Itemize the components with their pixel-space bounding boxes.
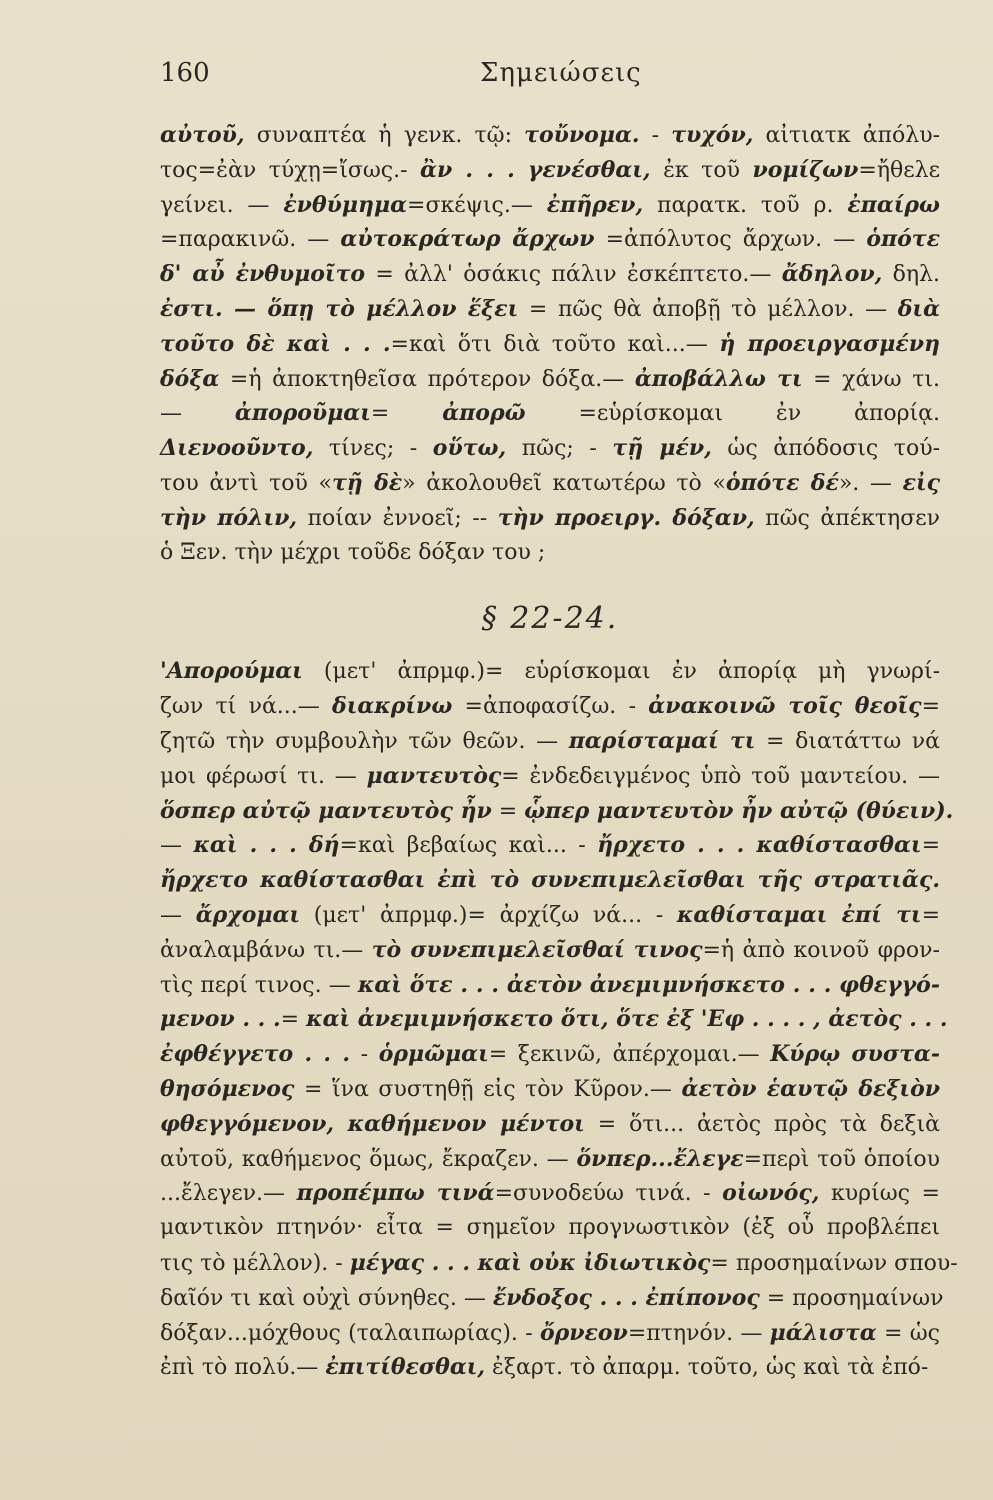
gloss-text: ζητῶ τὴν συμβουλὴν τῶν θεῶν. — [160,728,569,754]
lemma-term: τῇ δὲ [331,469,403,496]
gloss-text: = [921,902,940,928]
lemma-term: μάλιστα [769,1319,877,1346]
gloss-text: ποίαν ἐννοεῖ; -- [297,505,498,531]
lemma-term: τὴν πόλιν, [160,504,298,531]
gloss-text: = προσημαίνων σπου- [710,1250,958,1276]
text-line [160,794,954,829]
gloss-text: =ἤθελε [858,157,940,183]
page-header [160,58,940,98]
gloss-text: — [160,902,196,928]
text-line [160,466,940,501]
gloss-text: τος=ἐὰν τύχῃ=ἴσως.- [160,157,421,183]
lemma-term: ἀπορῶ [442,400,526,427]
lemma-term: μαντευτὸς [366,762,502,789]
lemma-term: ἔνδοξος . . . ἐπίπονος [492,1284,760,1311]
lemma-term: παρίσταμαί τι [568,727,756,754]
text-line [160,362,940,397]
text-line [160,828,940,863]
gloss-text: = ἐνδεδειγμένος ὑπὸ τοῦ μαντείου. — [501,763,941,789]
lemma-term: οὕτω, [432,435,507,462]
text-line [160,898,940,933]
gloss-text: =ἀποφασίζω. - [452,694,649,720]
lemma-term: τὴν προειργ. δόξαν, [497,504,755,531]
lemma-term: ὅσπερ αὐτῷ μαντευτὸς ἦν [160,797,492,824]
lemma-term: ἄρχομαι [195,901,301,928]
gloss-text: (μετ' ἀπρμφ.)= εὑρίσκομαι ἐν ἀπορίᾳ μὴ γνωρί- [302,659,940,685]
text-line [160,1002,948,1037]
gloss-text: ἐπὶ τὸ πολύ.— [160,1355,326,1381]
lemma-term: Διενοοῦντο, [160,435,314,462]
gloss-text: = [921,833,940,859]
paragraph-notes-2 [160,654,958,1385]
gloss-text: = [491,798,525,824]
text-line [160,759,940,794]
gloss-text: = [921,694,940,720]
text-line [160,1281,944,1316]
gloss-text: δόξαν...μόχθους (ταλαιπωρίας). - [160,1320,540,1346]
lemma-term: ἐφθέγγετο . . . [160,1041,351,1068]
gloss-text: (μετ' ἀπρμφ.)= ἀρχίζω νά... - [300,902,677,928]
gloss-text: ὁ Ξεν. τὴν μέχρι τοῦδε δόξαν του ; [160,539,546,565]
paragraph-gap [160,570,940,584]
text-line [160,327,940,362]
lemma-term: αὐτοκράτωρ ἄρχων [340,226,595,253]
gloss-text: =ἀπόλυτος ἄρχων. — [594,227,867,253]
lemma-term: τὸ συνεπιμελεῖσθαί τινος [371,936,703,963]
gloss-text: ἐκ τοῦ [650,157,753,183]
gloss-text: ». — [838,470,903,496]
lemma-term: ἐνθύμημα [283,191,408,218]
lemma-term: αὐτοῦ, [160,122,245,148]
gloss-text: = προσημαίνων [759,1285,944,1311]
gloss-text: =εὑρίσκομαι ἐν ἀπορίᾳ. [525,401,940,427]
lemma-term: νομίζων [752,156,859,183]
lemma-term: ὁρμῶμαι [378,1041,489,1068]
gloss-text: =ἡ ἀποκτηθεῖσα πρότερον δόξα.— [219,366,635,392]
gloss-text: ἐξαρτ. τὸ ἀπαρμ. τοῦτο, ὡς καὶ τὰ ἐπό- [485,1355,929,1381]
gloss-text: =παρακινῶ. — [160,227,341,253]
page-number: 160 [160,58,210,88]
lemma-term: μέγας . . . καὶ οὐκ ἰδιωτικὸς [349,1249,711,1276]
text-line [160,396,940,431]
gloss-text: = [280,1007,307,1033]
lemma-term: ἂν . . . γενέσθαι, [420,156,651,183]
text-line [160,536,940,571]
lemma-term: θησόμενος [160,1075,295,1102]
paragraph-notes-1 [160,118,940,570]
lemma-term: προπέμπω τινά [296,1180,495,1207]
lemma-term: εἰς [902,469,940,496]
text-line [160,431,940,466]
lemma-term: φθεγγόμενον, καθήμενον μέντοι [160,1110,585,1137]
lemma-term: ὄρνεον [539,1319,628,1346]
lemma-term: ὅνπερ...ἔλεγε [576,1145,744,1172]
text-line [160,257,940,292]
gloss-text: ...ἔλεγεν.— [160,1181,297,1207]
lemma-term: ἐπῆρεν, [546,191,644,218]
lemma-term: ᾧπερ μαντευτὸν ἦν αὐτῷ (θύειν). [524,797,954,824]
text-line [160,724,940,759]
lemma-term: ἀετὸν ἑαυτῷ δεξιὸν [681,1075,941,1102]
text-line [160,501,940,536]
lemma-term: ὁπότε [866,226,940,253]
lemma-term: ἀποροῦμαι [234,400,371,427]
text-line [160,153,940,188]
text-line [160,292,940,327]
gloss-text: = ὅτι... ἀετὸς πρὸς τὰ δεξιὰ [584,1111,940,1137]
gloss-text: συναπτέα ἡ γενκ. τῷ: [244,123,525,148]
text-line [160,1072,940,1107]
lemma-term: τοὔνομα. [524,122,640,148]
lemma-term: ἡ προειργασμένη [719,330,940,357]
text-line [160,1246,958,1281]
lemma-term: ἀνακοινῶ τοῖς θεοῖς [648,693,922,720]
gloss-text: ὡς ἀπόδοσις τού- [711,436,941,462]
gloss-text: — [160,833,194,859]
lemma-term: ἐστι. — ὅπῃ τὸ μέλλον ἕξει [160,295,519,322]
gloss-text: δηλ. [882,262,940,288]
gloss-text: =ἡ ἀπὸ κοινοῦ φρον- [702,937,940,963]
gloss-text: - [639,123,672,148]
gloss-text: πῶς; - [506,436,613,462]
text-line [160,1107,940,1142]
lemma-term: ἀποβάλλω τι [634,365,803,392]
gloss-text: » ἀκολουθεῖ κατωτέρω τὸ « [402,470,726,496]
text-line [160,1316,940,1351]
gloss-text: αὐτοῦ, καθήμενος ὅμως, ἔκραζεν. — [160,1146,577,1172]
text-line [160,689,940,724]
lemma-term: ἐπιτίθεσθαι, [325,1354,486,1381]
gloss-text: δαῖόν τι καὶ οὐχὶ σύνηθες. — [160,1285,493,1311]
gloss-text: πῶς ἀπέκτησεν [754,505,940,531]
gloss-text: = ἵνα συστηθῇ εἰς τὸν Κῦρον.— [294,1076,682,1102]
lemma-term: καὶ ἀνεμιμνήσκετο ὅτι, ὅτε ἐξ 'Εφ . . . . , ἀετὸς . . . [306,1006,948,1033]
gloss-text: τὶς περί τινος. — [160,972,358,998]
gloss-text: = [370,401,443,427]
gloss-text: τις τὸ μέλλον). - [160,1250,350,1276]
lemma-term: ἤρχετο καθίστασθαι ἐπὶ τὸ συνεπιμελεῖσθαι τῆς στρατιᾶς. [160,867,940,894]
gloss-text: =περὶ τοῦ ὁποίου [743,1146,940,1172]
text-line [160,968,940,1003]
gloss-text: = ἀλλ' ὁσάκις πάλιν ἐσκέπτετο.— [365,262,782,288]
lemma-term: καὶ . . . δή [193,832,340,859]
text-line [160,1142,940,1177]
lemma-term: Κύρῳ συστα- [770,1041,940,1068]
lemma-term: ἤρχετο . . . καθίστασθαι [597,832,922,859]
gloss-text: — [160,401,235,427]
gloss-text: - [350,1042,379,1068]
gloss-text: του ἀντὶ τοῦ « [160,470,332,496]
running-title: Σημειώσεις [480,58,642,88]
gloss-text: =συνοδεύω τινά. - [494,1181,723,1207]
lemma-term: διακρίνω [332,693,453,720]
gloss-text: =πτηνόν. — [627,1320,770,1346]
text-line [160,654,940,689]
lemma-term: ἐπαίρω [847,191,940,218]
lemma-term: δ' αὖ ἐνθυμοῖτο [160,261,366,288]
text-line [160,863,940,898]
gloss-text: μαντικὸν πτηνόν· εἶτα = σημεῖον προγνωστικὸν (ἐξ οὗ προβλέπει [160,1215,940,1241]
gloss-text: αἰτιατκ ἀπόλυ- [753,123,941,148]
text-line [160,933,940,968]
page-body [160,118,958,1385]
gloss-text: = ξεκινῶ, ἀπέρχομαι.— [488,1042,771,1068]
section-heading: § 22-24. [481,601,619,637]
lemma-term: τῇ μέν, [612,435,712,462]
lemma-term: καθίσταμαι ἐπί τι [676,901,922,928]
lemma-term: οἰωνός, [722,1180,820,1207]
lemma-term: καὶ ὅτε . . . ἀετὸν ἀνεμιμνήσκετο . . . φθεγγό- [357,971,940,998]
lemma-term: ἄδηλον, [781,261,883,288]
gloss-text: παρατκ. τοῦ ρ. [643,192,848,218]
lemma-term: δόξα [160,365,220,392]
gloss-text: = διατάττω νά [755,728,940,754]
gloss-text: κυρίως = [819,1181,940,1207]
gloss-text: γείνει. — [160,192,284,218]
lemma-term: διὰ [897,295,940,322]
gloss-text: τίνες; - [313,436,433,462]
lemma-term: ὁπότε δέ [725,469,839,496]
gloss-text: =σκέψις.— [407,192,547,218]
lemma-term: 'Απορούμαι [160,658,303,685]
lemma-term: τυχόν, [671,122,754,148]
gloss-text: =καὶ βεβαίως καὶ... - [339,833,598,859]
gloss-text: =καὶ ὅτι διὰ τοῦτο καὶ...— [390,331,720,357]
gloss-text: μοι φέρωσί τι. — [160,763,367,789]
text-line [160,1176,940,1211]
text-line [160,188,940,223]
gloss-text: = ὡς [876,1320,940,1346]
lemma-term: μενον . . . [160,1006,281,1033]
text-line [160,1211,940,1246]
gloss-text: = χάνω τι. [802,366,940,392]
text-line [160,1037,940,1072]
gloss-text: ζων τί νά...— [160,694,333,720]
gloss-text: = πῶς θὰ ἀποβῇ τὸ μέλλον. — [518,296,898,322]
text-line [160,1350,940,1385]
lemma-term: τοῦτο δὲ καὶ . . . [160,330,391,357]
text-line [160,118,940,153]
text-line [160,222,940,257]
gloss-text: ἀναλαμβάνω τι.— [160,937,372,963]
